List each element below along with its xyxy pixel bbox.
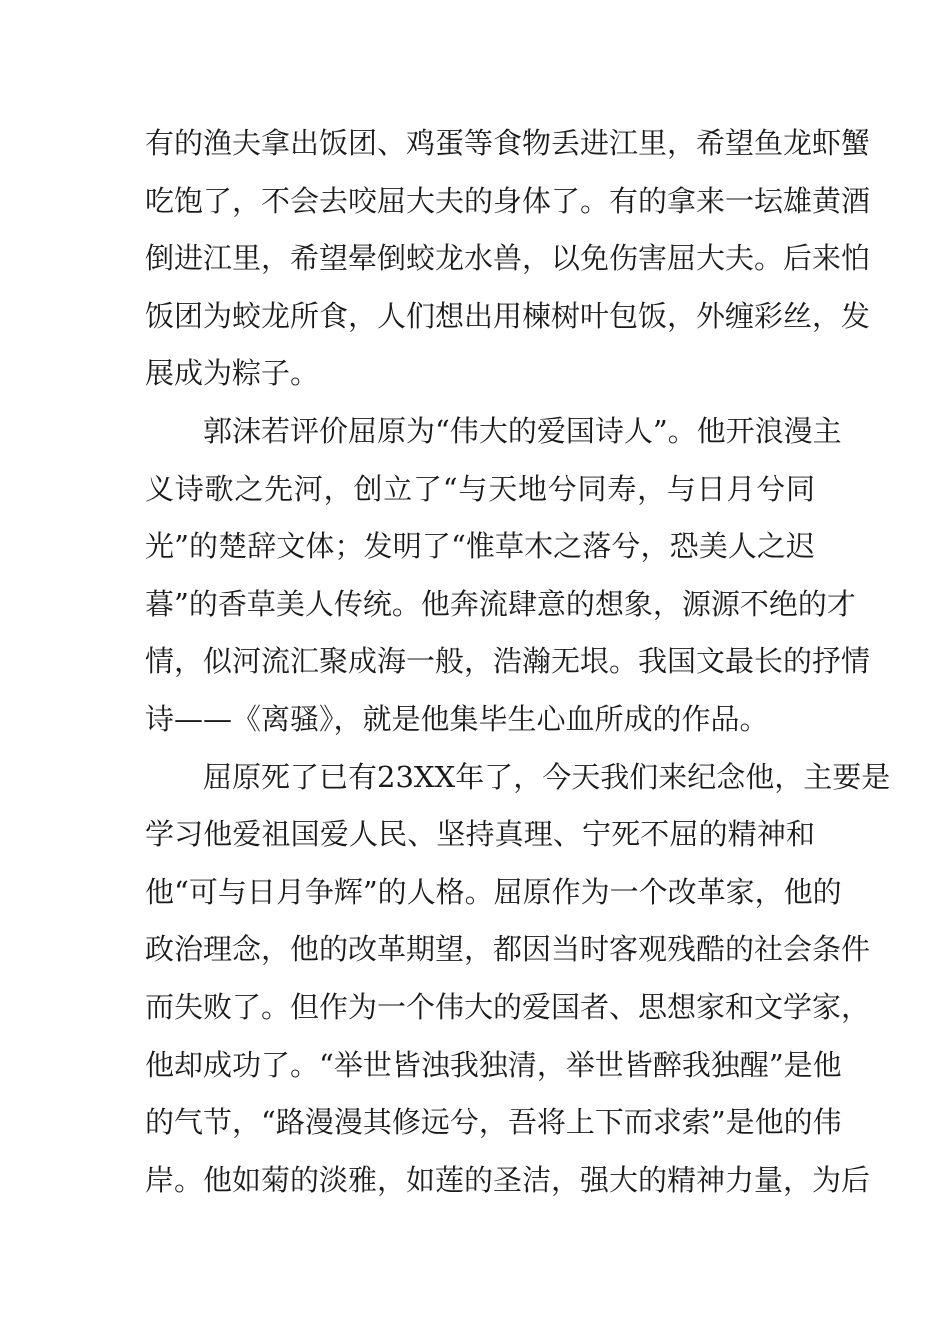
text-line: 饭团为蛟龙所食，人们想出用楝树叶包饭，外缠彩丝，发 <box>145 299 871 333</box>
text-line: 义诗歌之先河，创立了“与天地兮同寿，与日月兮同 <box>145 472 815 506</box>
text-line: 他却成功了。“举世皆浊我独清，举世皆醉我独醒”是他 <box>145 1048 842 1082</box>
text-line: 屈原死了已有23XX年了，今天我们来纪念他，主要是 <box>203 760 891 794</box>
text-line: 吃饱了，不会去咬屈大夫的身体了。有的拿来一坛雄黄酒 <box>145 184 871 218</box>
text-line: 的气节，“路漫漫其修远兮，吾将上下而求索”是他的伟 <box>145 1105 842 1139</box>
text-line: 情，似河流汇聚成海一般，浩瀚无垠。我国文最长的抒情 <box>145 644 871 678</box>
text-line: 倒进江里，希望晕倒蛟龙水兽，以免伤害屈大夫。后来怕 <box>145 241 871 275</box>
text-line: 暮”的香草美人传统。他奔流肆意的想象，源源不绝的才 <box>145 587 856 621</box>
text-line: 他“可与日月争辉”的人格。屈原作为一个改革家，他的 <box>145 875 842 909</box>
text-line: 诗——《离骚》，就是他集毕生心血所成的作品。 <box>145 702 769 736</box>
text-line: 学习他爱祖国爱人民、坚持真理、宁死不屈的精神和 <box>145 817 815 851</box>
text-line: 光”的楚辞文体；发明了“惟草木之落兮，恐美人之迟 <box>145 529 815 563</box>
text-line: 政治理念，他的改革期望，都因当时客观残酷的社会条件 <box>145 932 871 966</box>
text-line: 郭沫若评价屈原为“伟大的爱国诗人”。他开浪漫主 <box>203 414 842 448</box>
text-line: 展成为粽子。 <box>145 356 320 390</box>
text-line: 岸。他如菊的淡雅，如莲的圣洁，强大的精神力量，为后 <box>145 1163 871 1197</box>
text-line: 而失败了。但作为一个伟大的爱国者、思想家和文学家， <box>145 990 871 1024</box>
text-line: 有的渔夫拿出饭团、鸡蛋等食物丢进江里，希望鱼龙虾蟹 <box>145 126 871 160</box>
